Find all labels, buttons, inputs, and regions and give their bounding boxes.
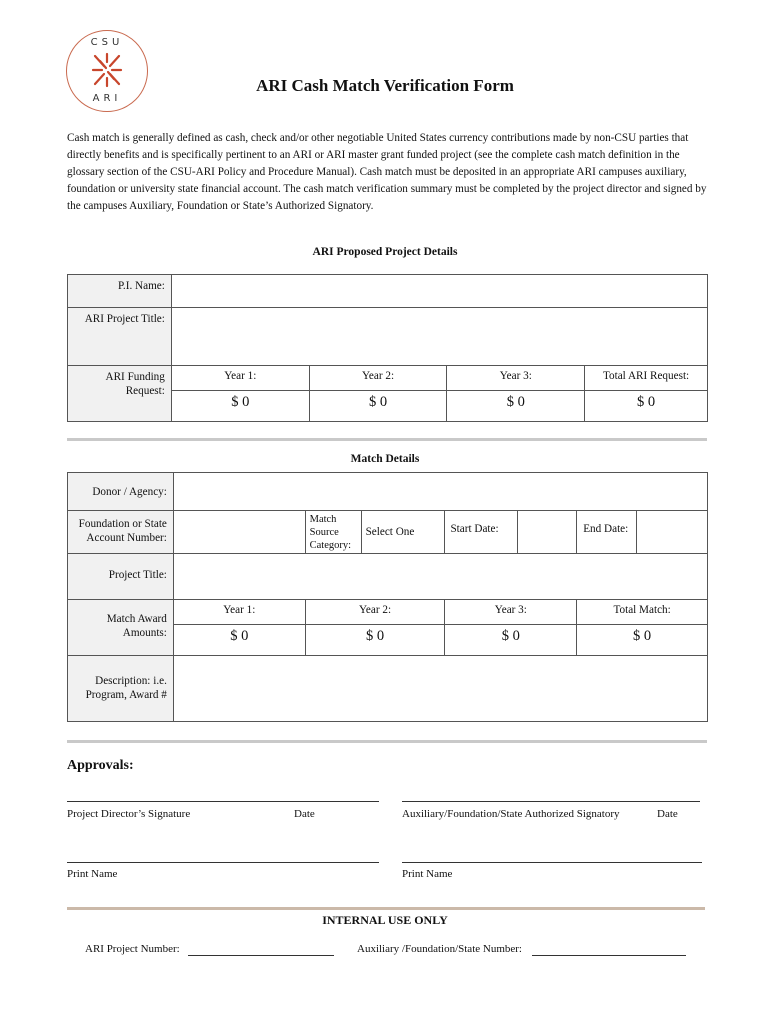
aux-signature-line[interactable] <box>402 801 700 802</box>
project-section-title: ARI Proposed Project Details <box>312 246 458 258</box>
ari-project-number-label: ARI Project Number: <box>85 943 180 955</box>
section-divider <box>67 438 707 441</box>
approvals-heading: Approvals: <box>67 758 134 773</box>
match-award-label: Match Award Amounts: <box>68 600 174 656</box>
pi-name-field[interactable] <box>171 275 707 308</box>
aux-number-line[interactable] <box>532 955 686 956</box>
csu-ari-logo <box>66 30 148 112</box>
match-year2-amount[interactable]: $ 0 <box>305 625 445 656</box>
project-title-field[interactable] <box>171 308 707 366</box>
description-field[interactable] <box>173 656 707 722</box>
project-title-label: ARI Project Title: <box>68 308 172 366</box>
donor-agency-label: Donor / Agency: <box>68 473 174 511</box>
match-year1-amount[interactable]: $ 0 <box>173 625 305 656</box>
match-details-table <box>67 472 708 722</box>
funding-request-label: ARI Funding Request: <box>68 366 172 422</box>
pd-print-name-label: Print Name <box>67 868 118 880</box>
match-year3-label: Year 3: <box>445 600 577 625</box>
aux-print-name-label: Print Name <box>402 868 453 880</box>
project-year1-amount[interactable]: $ 0 <box>171 391 309 422</box>
account-number-label: Foundation or State Account Number: <box>68 511 174 554</box>
pd-signature-label: Project Director’s Signature <box>67 808 191 820</box>
logo-bottom-text: ARI <box>92 93 122 104</box>
project-year2-label: Year 2: <box>309 366 447 391</box>
start-date-field[interactable] <box>518 511 577 554</box>
logo-top-text: CSU <box>90 37 124 48</box>
match-source-select[interactable]: Select One <box>361 511 445 554</box>
start-date-label: Start Date: <box>445 511 518 554</box>
end-date-field[interactable] <box>637 511 708 554</box>
project-year3-amount[interactable]: $ 0 <box>447 391 585 422</box>
match-total-amount[interactable]: $ 0 <box>577 625 708 656</box>
description-label: Description: i.e. Program, Award # <box>68 656 174 722</box>
pd-date-label: Date <box>294 808 315 820</box>
project-total-label: Total ARI Request: <box>585 366 708 391</box>
internal-divider <box>67 907 705 910</box>
project-year2-amount[interactable]: $ 0 <box>309 391 447 422</box>
section-divider-2 <box>67 740 707 743</box>
pi-name-label: P.I. Name: <box>68 275 172 308</box>
match-section-title: Match Details <box>350 453 420 465</box>
match-project-title-label: Project Title: <box>68 554 174 600</box>
match-project-title-field[interactable] <box>173 554 707 600</box>
match-year1-label: Year 1: <box>173 600 305 625</box>
aux-print-name-line[interactable] <box>402 862 702 863</box>
match-total-label: Total Match: <box>577 600 708 625</box>
end-date-label: End Date: <box>577 511 637 554</box>
internal-use-heading: INTERNAL USE ONLY <box>322 913 448 927</box>
account-number-field[interactable] <box>173 511 305 554</box>
project-total-amount[interactable]: $ 0 <box>585 391 708 422</box>
intro-paragraph: Cash match is generally defined as cash, check and/or other negotiable United States currency contributions made by non-CSU parties that directly benefits and is specifically pertinent to an ARI or ARI master grant funded project (see the complete cash match definition in the glossary section of the CSU-ARI Policy and Procedure Manual). Cash match must be deposited in an appropriate ARI campuses auxiliary, foundation or university state financial account. The cash match verification summary must be completed by the project director and signed by the campuses Auxiliary, Foundation or State’s Authorized Signatory. <box>67 132 707 212</box>
match-year3-amount[interactable]: $ 0 <box>445 625 577 656</box>
aux-date-label: Date <box>657 808 678 820</box>
match-year2-label: Year 2: <box>305 600 445 625</box>
aux-number-label: Auxiliary /Foundation/State Number: <box>357 943 522 955</box>
project-year3-label: Year 3: <box>447 366 585 391</box>
pd-signature-line[interactable] <box>67 801 379 802</box>
aux-signatory-label: Auxiliary/Foundation/State Authorized Signatory <box>402 808 620 820</box>
donor-agency-field[interactable] <box>173 473 707 511</box>
project-details-table <box>67 274 708 422</box>
ari-project-number-line[interactable] <box>188 955 334 956</box>
match-source-label: Match Source Category: <box>305 511 361 554</box>
pd-print-name-line[interactable] <box>67 862 379 863</box>
page-title: ARI Cash Match Verification Form <box>256 76 514 95</box>
project-year1-label: Year 1: <box>171 366 309 391</box>
